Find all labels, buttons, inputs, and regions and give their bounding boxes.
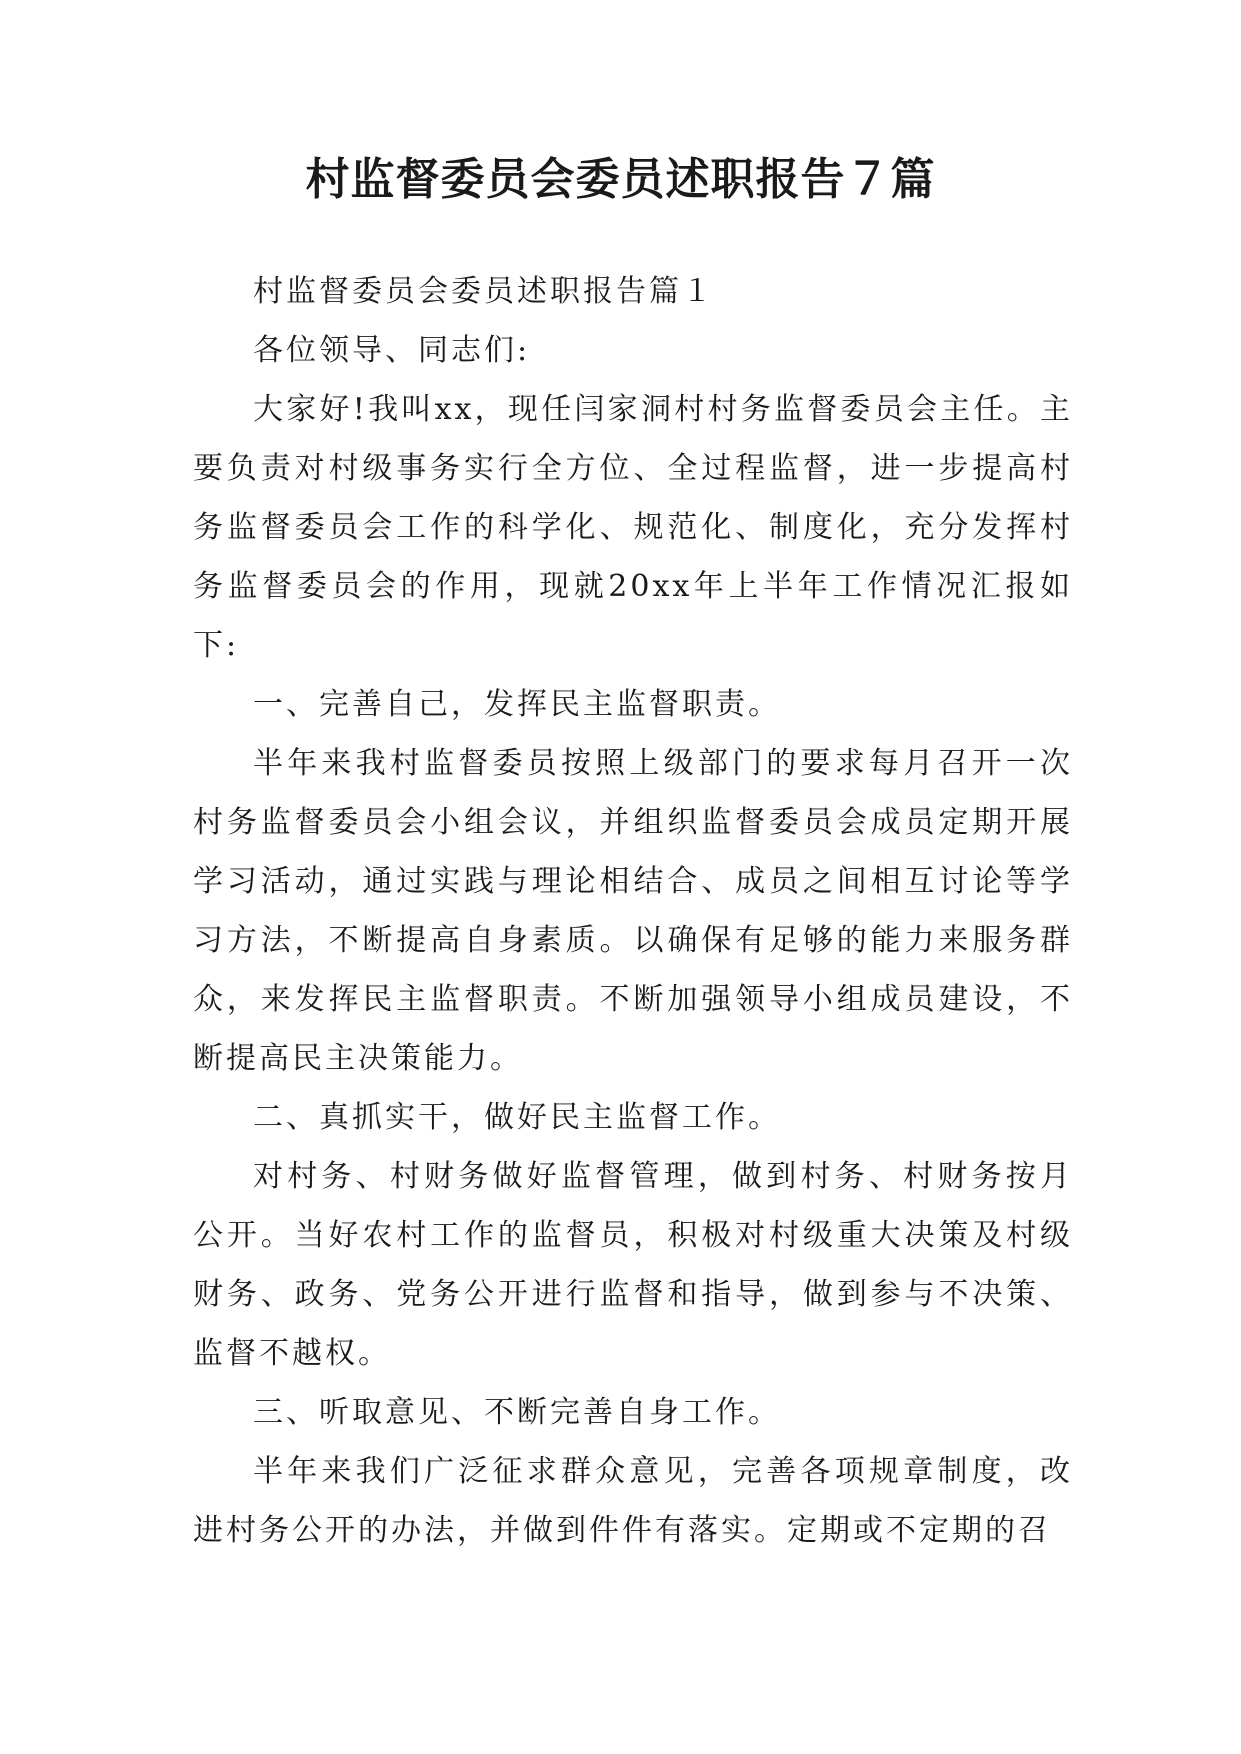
body-paragraph: 半年来我们广泛征求群众意见，完善各项规章制度，改进村务公开的办法，并做到件件有落实。定期或不定期的召 (193, 1454, 1073, 1548)
body-paragraph: 半年来我村监督委员按照上级部门的要求每月召开一次村务监督委员会小组会议，并组织监督委员会成员定期开展学习活动，通过实践与理论相结合、成员之间相互讨论等学习方法，不断提高自身素质。以确保有足够的能力来服务群众，来发挥民主监督职责。不断加强领导小组成员建设，不断提高民主决策能力。 (193, 746, 1073, 1076)
body-paragraph: 大家好!我叫xx，现任闫家洞村村务监督委员会主任。主要负责对村级事务实行全方位、全过程监督，进一步提高村务监督委员会工作的科学化、规范化、制度化，充分发挥村务监督委员会的作用，现就20xx年上半年工作情况汇报如下: (193, 392, 1073, 663)
section-heading: 村监督委员会委员述职报告篇１ (253, 274, 715, 309)
salutation: 各位领导、同志们: (253, 333, 531, 368)
subheading: 二、真抓实干，做好民主监督工作。 (253, 1100, 781, 1135)
body-paragraph: 对村务、村财务做好监督管理，做到村务、村财务按月公开。当好农村工作的监督员，积极对村级重大决策及村级财务、政务、党务公开进行监督和指导，做到参与不决策、监督不越权。 (193, 1159, 1073, 1371)
document-body (193, 262, 1073, 1560)
document-title: 村监督委员会委员述职报告７篇 (305, 154, 936, 205)
subheading: 一、完善自己，发挥民主监督职责。 (253, 687, 781, 722)
subheading: 三、听取意见、不断完善自身工作。 (253, 1395, 781, 1430)
